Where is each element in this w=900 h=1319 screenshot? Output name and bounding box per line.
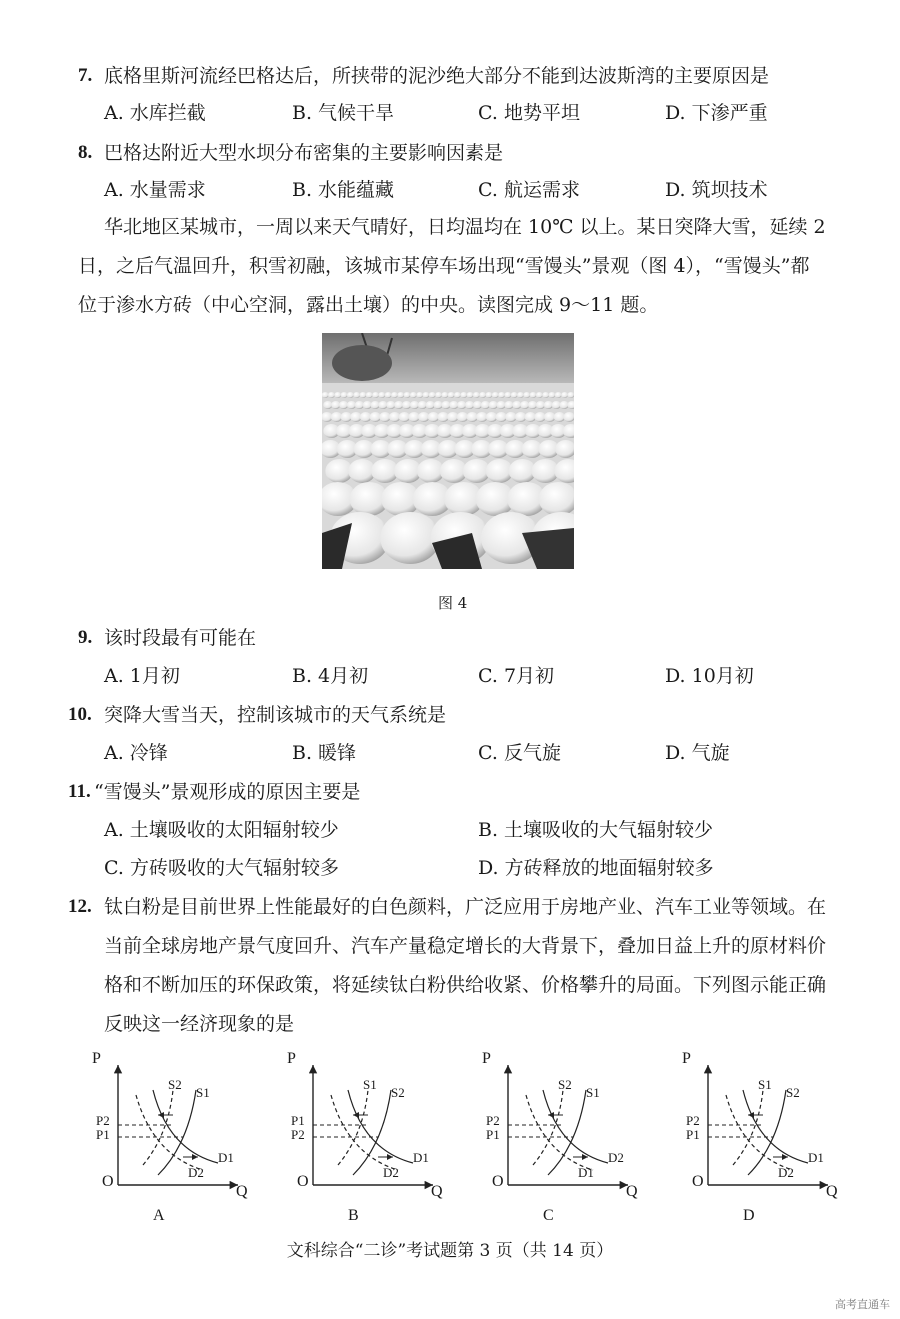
snow-mound — [544, 401, 553, 409]
snow-mound — [542, 392, 549, 398]
snow-mound — [360, 392, 367, 398]
origin-label: O — [692, 1173, 704, 1190]
snow-mound — [366, 392, 373, 398]
q7-option-c[interactable]: C. 地势平坦 — [478, 102, 580, 124]
q7-option-b[interactable]: B. 气候干旱 — [292, 102, 395, 124]
q7-option-a[interactable]: A. 水库拦截 — [104, 102, 206, 124]
snow-mound — [386, 401, 395, 409]
q10-option-c[interactable]: C. 反气旋 — [478, 742, 561, 764]
supply-label: S2 — [786, 1085, 800, 1100]
price-label: P1 — [686, 1127, 700, 1142]
q11-option-b[interactable]: B. 土壤吸收的大气辐射较少 — [478, 819, 714, 841]
snow-mound — [492, 392, 499, 398]
graph-option-c: C — [543, 1207, 554, 1224]
q10-option-a[interactable]: A. 冷锋 — [104, 742, 168, 764]
supply-label: S1 — [586, 1085, 600, 1100]
q7-number: 7. — [78, 65, 93, 86]
q8-option-c[interactable]: C. 航运需求 — [478, 179, 580, 201]
snow-mound — [454, 392, 461, 398]
snow-mound — [363, 401, 372, 409]
snow-mound — [434, 401, 443, 409]
q12-line-3: 格和不断加压的环保政策，将延续钛白粉供给收紧、价格攀升的局面。下列图示能正确 — [104, 974, 827, 996]
demand-label: D1 — [808, 1150, 824, 1165]
demand-label: D1 — [578, 1165, 594, 1180]
snow-mound — [512, 401, 521, 409]
snow-mound — [323, 401, 332, 409]
supply-label: S1 — [196, 1085, 210, 1100]
snow-mound — [394, 401, 403, 409]
snow-mound — [523, 392, 530, 398]
snow-mound — [328, 392, 335, 398]
snow-mound — [347, 401, 356, 409]
supply-curve — [548, 1090, 586, 1175]
snow-mound — [497, 401, 506, 409]
axis-label-q: Q — [236, 1183, 248, 1200]
snow-mound — [397, 392, 404, 398]
q11-option-c[interactable]: C. 方砖吸收的大气辐射较多 — [104, 857, 339, 879]
q12-line-2: 当前全球房地产景气度回升、汽车产量稳定增长的大背景下，叠加日益上升的原材料价 — [104, 935, 827, 957]
graph-option-b: B — [348, 1207, 359, 1224]
snow-mound — [486, 392, 493, 398]
snow-mound — [473, 392, 480, 398]
snow-mound — [441, 392, 448, 398]
snow-mound — [560, 401, 569, 409]
snow-mound — [465, 401, 474, 409]
snow-mound — [504, 392, 511, 398]
q8-option-a[interactable]: A. 水量需求 — [104, 179, 206, 201]
supply-demand-graphs — [90, 1055, 830, 1230]
graph-option-d: D — [743, 1207, 755, 1224]
q9-option-d[interactable]: D. 10月初 — [665, 665, 754, 687]
snow-mound — [457, 401, 466, 409]
price-label: P2 — [686, 1113, 700, 1128]
supply-label: S1 — [363, 1077, 377, 1092]
snow-mound — [410, 401, 419, 409]
origin-label: O — [297, 1173, 309, 1190]
snow-mound — [555, 392, 562, 398]
watermark-text: 高考直通车 — [835, 1298, 890, 1311]
snow-mound — [355, 401, 364, 409]
price-label: P1 — [486, 1127, 500, 1142]
supply-curve — [748, 1090, 786, 1175]
snow-mound — [372, 392, 379, 398]
axis-label-q: Q — [626, 1183, 638, 1200]
snow-mound — [511, 392, 518, 398]
snow-mound — [520, 401, 529, 409]
demand-label: D1 — [413, 1150, 429, 1165]
snow-mound — [441, 401, 450, 409]
snow-mound — [322, 392, 329, 398]
snow-mound — [341, 392, 348, 398]
snow-mound — [378, 392, 385, 398]
page-footer: 文科综合“二诊”考试题第 3 页（共 14 页） — [286, 1241, 614, 1261]
q12-number: 12. — [68, 896, 92, 917]
axis-label-p: P — [682, 1050, 691, 1067]
price-label: P2 — [291, 1127, 305, 1142]
q9-number: 9. — [78, 627, 93, 648]
axis-label-p: P — [92, 1050, 101, 1067]
snow-mound — [549, 392, 556, 398]
snow-mound — [467, 392, 474, 398]
snow-mound — [504, 401, 513, 409]
snow-mound — [479, 392, 486, 398]
q7-stem: 底格里斯河流经巴格达后，所挟带的泥沙绝大部分不能到达波斯湾的主要原因是 — [104, 65, 770, 87]
snow-mound — [353, 392, 360, 398]
passage-line-1: 华北地区某城市，一周以来天气晴好，日均温均在 10℃ 以上。某日突降大雪，延续 2 — [104, 216, 826, 238]
price-label: P1 — [96, 1127, 110, 1142]
snow-mound — [404, 392, 411, 398]
price-label: P1 — [291, 1113, 305, 1128]
graph-option-a: A — [153, 1207, 165, 1224]
axis-label-p: P — [287, 1050, 296, 1067]
q9-option-a[interactable]: A. 1月初 — [104, 665, 180, 687]
demand-label: D2 — [383, 1165, 399, 1180]
snow-mound — [536, 392, 543, 398]
supply-label: S1 — [758, 1077, 772, 1092]
snow-mound — [402, 401, 411, 409]
snow-mound — [339, 401, 348, 409]
snow-mound — [334, 392, 341, 398]
demand-label: D2 — [188, 1165, 204, 1180]
demand-label: D2 — [608, 1150, 624, 1165]
supply-label: S2 — [391, 1085, 405, 1100]
axis-label-p: P — [482, 1050, 491, 1067]
q8-option-d[interactable]: D. 筑坝技术 — [665, 179, 768, 201]
snow-mound — [489, 401, 498, 409]
figure-caption: 图 4 — [438, 594, 468, 612]
snow-mound — [416, 392, 423, 398]
q9-option-c[interactable]: C. 7月初 — [478, 665, 555, 687]
q10-option-b[interactable]: B. 暖锋 — [292, 742, 357, 764]
snow-mound — [567, 392, 574, 398]
demand-label: D2 — [778, 1165, 794, 1180]
q12-line-1: 钛白粉是目前世界上性能最好的白色颜料，广泛应用于房地产业、汽车工业等领域。在 — [104, 896, 827, 918]
snow-mound — [460, 392, 467, 398]
q8-option-b[interactable]: B. 水能蕴藏 — [292, 179, 395, 201]
snow-mound — [536, 401, 545, 409]
snow-mound — [498, 392, 505, 398]
passage-line-2: 日，之后气温回升，积雪初融，该城市某停车场出现“雪馒头”景观（图 4），“雪馒头”都 — [78, 255, 810, 277]
q8-number: 8. — [78, 142, 93, 163]
q9-stem: 该时段最有可能在 — [104, 627, 257, 649]
supply-curve — [158, 1090, 196, 1175]
q9-option-b[interactable]: B. 4月初 — [292, 665, 369, 687]
axis-label-q: Q — [826, 1183, 838, 1200]
q11-option-a[interactable]: A. 土壤吸收的太阳辐射较少 — [104, 819, 339, 841]
snow-mound — [448, 392, 455, 398]
q10-option-d[interactable]: D. 气旋 — [665, 742, 730, 764]
snow-mound — [435, 392, 442, 398]
snow-mound — [391, 392, 398, 398]
snow-mound — [473, 401, 482, 409]
snow-mound — [378, 401, 387, 409]
snow-mound — [481, 401, 490, 409]
q10-stem: 突降大雪当天，控制该城市的天气系统是 — [104, 704, 447, 726]
snow-mound — [530, 392, 537, 398]
snow-mound — [423, 392, 430, 398]
origin-label: O — [102, 1173, 114, 1190]
q11-number: 11. — [68, 781, 91, 802]
passage-line-3: 位于渗水方砖（中心空洞，露出土壤）的中央。读图完成 9～11 题。 — [78, 294, 659, 316]
snow-mound — [371, 401, 380, 409]
snow-mound — [347, 392, 354, 398]
price-label: P2 — [486, 1113, 500, 1128]
snow-mound — [517, 392, 524, 398]
supply-curve — [353, 1090, 391, 1175]
snow-mound — [528, 401, 537, 409]
origin-label: O — [492, 1173, 504, 1190]
q11-option-d[interactable]: D. 方砖释放的地面辐射较多 — [478, 857, 714, 879]
snow-mound — [410, 392, 417, 398]
snow-mound — [426, 401, 435, 409]
snow-mound — [429, 392, 436, 398]
snow-mound — [561, 392, 568, 398]
snow-mound — [331, 401, 340, 409]
price-label: P2 — [96, 1113, 110, 1128]
q7-option-d[interactable]: D. 下渗严重 — [665, 102, 768, 124]
demand-label: D1 — [218, 1150, 234, 1165]
q8-stem: 巴格达附近大型水坝分布密集的主要影响因素是 — [104, 142, 504, 164]
snow-mound — [385, 392, 392, 398]
q12-line-4: 反映这一经济现象的是 — [104, 1013, 295, 1035]
snow-mound — [449, 401, 458, 409]
snow-mound — [418, 401, 427, 409]
snow-mound — [552, 401, 561, 409]
axis-label-q: Q — [431, 1183, 443, 1200]
q11-stem: “雪馒头”景观形成的原因主要是 — [94, 781, 361, 803]
q10-number: 10. — [68, 704, 92, 725]
snow-mound-photo — [322, 333, 574, 569]
supply-label: S2 — [168, 1077, 182, 1092]
supply-label: S2 — [558, 1077, 572, 1092]
